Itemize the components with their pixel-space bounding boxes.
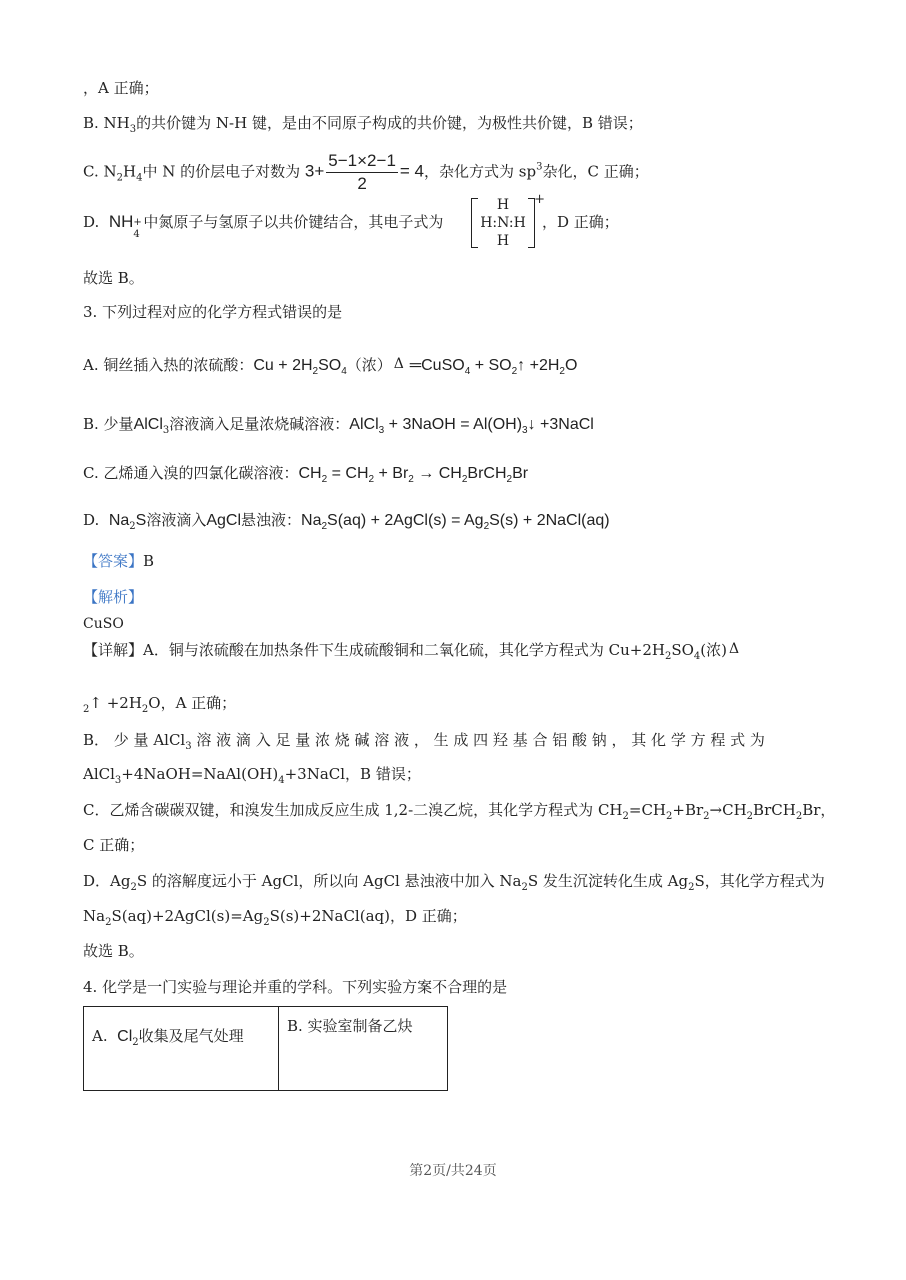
detail-d-2: $Na_2S(aq)+2AgCl(s)=Ag_2S(s)+2NaCl(aq)$，D 正确；: [83, 907, 467, 928]
analysis-tag: 【解析】: [83, 588, 144, 606]
option-b-line: B. $NH_3$的共价键为 N-H 键，是由不同原子构成的共价键，为极性共价键，B 错误；: [83, 114, 643, 135]
q3-option-b: B. 少量AlCl$_3$溶液滴入足量浓烧碱溶液：AlCl$_3$ + 3NaOH = $Al(OH)_3↓$ +3NaCl: [83, 415, 594, 436]
choose-b-2: 故选 B。: [83, 942, 144, 960]
fraction: $\frac{5-1\times 2-1}{2}$: [328, 151, 396, 193]
option-d-end: ，D 正确；: [542, 213, 619, 231]
page-footer: 第2页/共24页: [409, 1163, 497, 1179]
detail-a-cont: $_2$↑ $+2H_2O$，A 正确；: [83, 694, 237, 715]
option-a-cell: A. $Cl_2$收集及尾气处理: [84, 1007, 279, 1091]
line-a-correct: ，A 正确；: [83, 79, 159, 97]
answer-line: 【答案】B: [83, 552, 155, 570]
detail-d-1: D．$Ag_2S$ 的溶解度远小于 AgCl，所以向 AgCl 悬浊液中加入 $Na_2S$ 发生沉淀转化生成 $Ag_2S$，其化学方程式为: [83, 872, 825, 893]
detail-b-2: $AlCl_3+4NaOH=NaAl(OH)_4+3NaCl$，B 错误；: [83, 765, 421, 786]
question-4: 4. 化学是一门实验与理论并重的学科。下列实验方案不合理的是: [83, 978, 508, 996]
q3-option-a: A. 铜丝插入热的浓硫酸：$Cu + 2H_2SO_4$（浓） Δ ═CuSO$_4$ + $SO_2↑ +2H_2O$: [83, 356, 578, 377]
question-3: 3. 下列过程对应的化学方程式错误的是: [83, 303, 343, 321]
q3-option-d: D. $Na_2S$溶液滴入AgCl悬浊液：$Na_2S(aq)$ + 2AgCl(s) = $Ag_2S(s)$ + 2NaCl(aq): [83, 511, 610, 532]
option-d-line: D. NH + 4 中氮原子与氢原子以共价键结合，其电子式为: [83, 212, 444, 240]
option-c-line: C. $N_2H_4$中 N 的价层电子对数为 3+ $\frac{5-1\times 2-1}{2}$ = 4，杂化方式为 $sp^3$杂化，C 正确；: [83, 151, 649, 193]
overlap-artifact: CuSO: [83, 616, 124, 632]
choose-b-1: 故选 B。: [83, 269, 144, 287]
detail-a: 【详解】A．铜与浓硫酸在加热条件下生成硫酸铜和二氧化硫，其化学方程式为 $Cu+2H_2SO_4$(浓) Δ: [83, 641, 740, 662]
detail-c-2: C 正确；: [83, 836, 145, 854]
detail-b-1: B． 少 量 AlCl$_3$ 溶 液 滴 入 足 量 浓 烧 碱 溶 液 ， 生 成 四 羟 基 合 铝 酸 钠 ， 其 化 学 方 程 式 为: [83, 731, 765, 752]
q3-option-c: C. 乙烯通入溴的四氯化碳溶液：$CH_2 = CH_2 + Br_2$ → $CH_2BrCH_2Br$: [83, 464, 529, 485]
electron-formula: H H:N:H H +: [467, 198, 539, 248]
options-table: [83, 1006, 448, 1091]
option-b-cell: B. 实验室制备乙炔: [279, 1007, 448, 1091]
detail-c-1: C．乙烯含碳碳双键，和溴发生加成反应生成 1,2-二溴乙烷，其化学方程式为 $CH_2=CH_2+Br_2\to CH_2BrCH_2Br$，: [83, 801, 836, 822]
